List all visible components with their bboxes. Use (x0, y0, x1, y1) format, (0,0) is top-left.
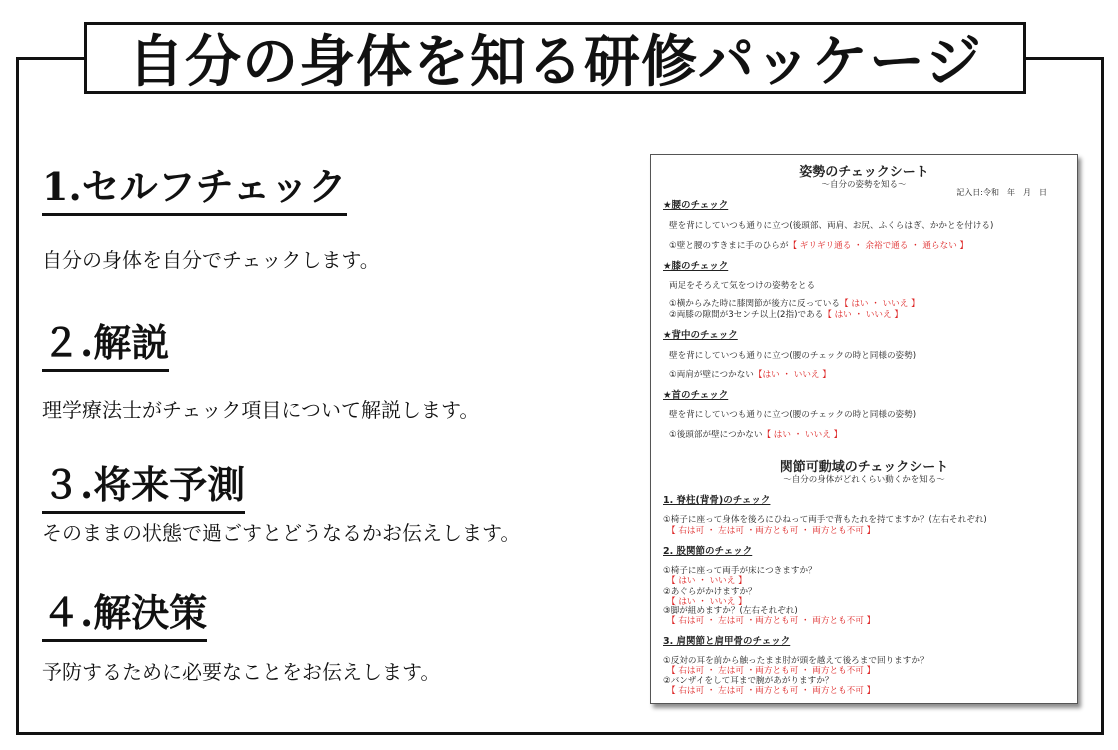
section-1-heading: 1.セルフチェック (42, 156, 347, 216)
section-3-heading: ３.将来予測 (42, 454, 245, 514)
shoulder-q2: ②バンザイをして耳まで腕があがりますか？ (663, 676, 834, 686)
section-4-heading: ４.解決策 (42, 582, 207, 642)
knee-check-title: ★膝のチェック (663, 261, 729, 272)
posture-sheet-title: 姿勢のチェックシート (799, 165, 929, 180)
hip-check-title: 2. 股関節のチェック (663, 546, 753, 557)
back-instruction: 壁を背にしていつも通りに立つ(腰のチェックの時と同様の姿勢) (669, 351, 917, 361)
hip-q2: ②あぐらがかけますか？ (663, 587, 757, 597)
back-check-title: ★背中のチェック (663, 330, 738, 341)
section-4-text: 予防するために必要なことをお伝えします。 (42, 660, 441, 684)
hip-q3-options: 【 右は可 ・ 左は可 ・両方とも可 ・ 両方とも不可 】 (667, 616, 876, 626)
section-1-text: 自分の身体を自分でチェックします。 (42, 248, 380, 272)
shoulder-q1-options: 【 右は可 ・ 左は可 ・両方とも可 ・ 両方とも不可 】 (667, 666, 876, 676)
hip-q3: ③脚が組めますか？(左右それぞれ) (663, 606, 798, 616)
neck-check-title: ★首のチェック (663, 390, 729, 401)
knee-q2: ②両膝の隙間が3センチ以上(2指)である【 はい ・ いいえ 】 (669, 310, 903, 320)
rom-sheet-title: 関節可動域のチェックシート (779, 460, 949, 475)
knee-q1: ①横からみた時に膝関節が後方に反っている【 はい ・ いいえ 】 (669, 299, 920, 309)
shoulder-check-title: 3. 肩関節と肩甲骨のチェック (663, 636, 791, 647)
date-line: 記入日:令和 年 月 日 (956, 188, 1047, 197)
back-q1: ①両肩が壁につかない【はい ・ いいえ 】 (669, 370, 831, 380)
spine-q1-options: 【 右は可 ・ 左は可 ・両方とも可 ・ 両方とも不可 】 (667, 526, 876, 536)
shoulder-q2-options: 【 右は可 ・ 左は可 ・両方とも可 ・ 両方とも不可 】 (667, 686, 876, 696)
hip-q1: ①椅子に座って両手が床につきますか？ (663, 566, 817, 576)
waist-q1: ①壁と腰のすきまに手のひらが【 ギリギリ通る ・ 余裕で通る ・ 通らない 】 (669, 241, 969, 251)
spine-check-title: 1. 脊柱(背骨)のチェック (663, 495, 771, 506)
posture-sheet-subtitle: ～自分の姿勢を知る～ (821, 180, 907, 190)
hip-q2-options: 【 はい ・ いいえ 】 (667, 597, 747, 607)
neck-q1: ①後頭部が壁につかない【 はい ・ いいえ 】 (669, 430, 843, 440)
neck-instruction: 壁を背にしていつも通りに立つ(腰のチェックの時と同様の姿勢) (669, 410, 917, 420)
section-3-text: そのままの状態で過ごすとどうなるかお伝えします。 (42, 521, 521, 545)
hip-q1-options: 【 はい ・ いいえ 】 (667, 576, 747, 586)
section-2-text: 理学療法士がチェック項目について解説します。 (42, 398, 480, 422)
section-2-heading: ２.解説 (42, 312, 169, 372)
waist-check-title: ★腰のチェック (663, 200, 729, 211)
page-title: 自分の身体を知る研修パッケージ (128, 30, 982, 95)
shoulder-q1: ①反対の耳を前から触ったまま肘が頭を越えて後ろまで回りますか？ (663, 656, 929, 666)
checksheet-image (650, 154, 1078, 704)
rom-sheet-subtitle: ～自分の身体がどれくらい動くかを知る～ (783, 475, 945, 485)
waist-instruction: 壁を背にしていつも通りに立つ(後頭部、両肩、お尻、ふくらはぎ、かかとを付ける) (669, 221, 994, 231)
spine-q1: ①椅子に座って身体を後ろにひねって両手で背もたれを持てますか？(左右それぞれ) (663, 515, 987, 525)
knee-instruction: 両足をそろえて気をつけの姿勢をとる (669, 281, 816, 291)
title-banner (84, 22, 1026, 94)
